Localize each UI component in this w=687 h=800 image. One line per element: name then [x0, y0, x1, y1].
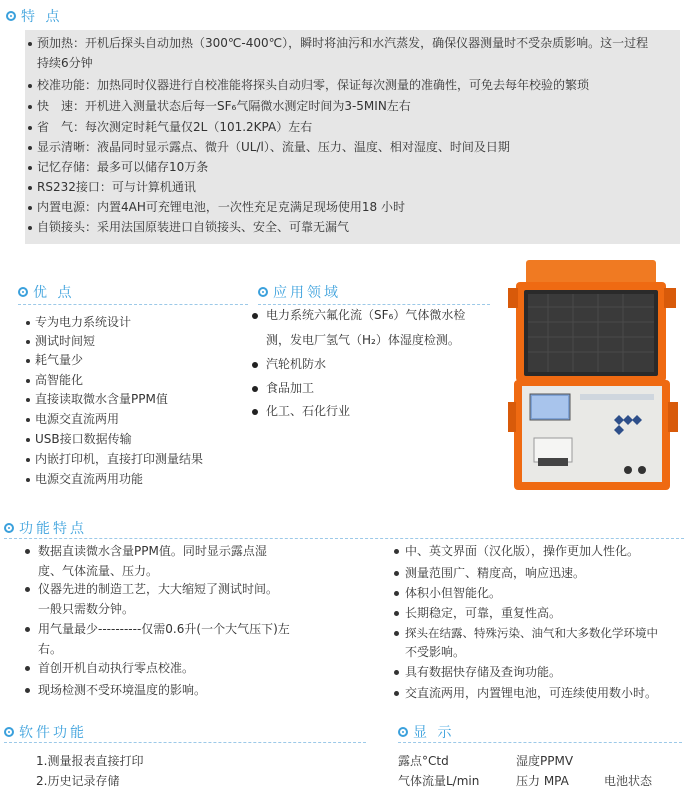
bullet-icon	[25, 549, 30, 554]
function-item: 体积小但智能化。	[405, 586, 502, 600]
bullet-icon	[26, 478, 30, 482]
advantage-item: 直接读取微水含量PPM值	[26, 390, 168, 408]
bullet-icon	[25, 666, 30, 671]
bullet-icon	[28, 42, 32, 46]
function-item-cont: 不受影响。	[405, 645, 466, 659]
bullet-icon	[394, 670, 399, 675]
software-header	[4, 722, 87, 742]
bullet-icon	[28, 126, 32, 130]
bullet-icon	[28, 105, 32, 109]
software-item: 2.历史记录存储	[36, 774, 120, 788]
bullet-icon	[394, 549, 399, 554]
feature-item: 预加热：开机后探头自动加热（300℃-400℃），瞬时将油污和水汽蒸发，确保仪器测量时不受杂质影响。这一过程	[28, 33, 648, 53]
bullet-icon	[26, 321, 30, 325]
section-bullet-icon	[18, 287, 28, 297]
application-item-cont: 测，发电厂氢气（H₂）体湿度检测。	[266, 333, 460, 347]
bullet-icon	[25, 688, 30, 693]
instrument-case-image	[508, 252, 680, 500]
bullet-icon	[25, 627, 30, 632]
application-item: 食品加工	[252, 378, 314, 398]
bullet-icon	[28, 166, 32, 170]
software-item: 1.测量报表直接打印	[36, 754, 144, 768]
function-item-cont: 度、气体流量、压力。	[38, 564, 159, 578]
divider	[4, 742, 366, 743]
advantages-title: 优 点	[33, 285, 75, 301]
applications-title: 应用领域	[273, 285, 341, 301]
bullet-icon	[28, 146, 32, 150]
function-item-cont: 一般只需数分钟。	[38, 602, 135, 616]
advantage-item: 电源交直流两用	[26, 410, 119, 428]
section-bullet-icon	[398, 727, 408, 737]
bullet-icon	[26, 379, 30, 383]
advantage-item: 测试时间短	[26, 332, 95, 350]
advantage-item: 高智能化	[26, 371, 83, 389]
section-bullet-icon	[6, 11, 16, 21]
bullet-icon	[28, 206, 32, 210]
functions-header	[4, 518, 87, 538]
advantage-item: 专为电力系统设计	[26, 313, 131, 331]
function-item: 用气量最少----------仅需0.6升(一个大气压下)左	[38, 622, 290, 636]
feature-item: 内置电源：内置4AH可充锂电池，一次性充足克满足现场使用18 小时	[28, 197, 405, 217]
bullet-icon	[26, 438, 30, 442]
function-item-cont: 右。	[38, 642, 63, 656]
bullet-icon	[28, 226, 32, 230]
application-item: 汽轮机防水	[252, 354, 326, 374]
bullet-icon	[252, 409, 258, 415]
feature-item: 快 速：开机进入测量状态后每一SF₆气隔微水测定时间为3-5MIN左右	[28, 96, 411, 116]
advantage-item: 耗气量少	[26, 351, 83, 369]
function-item: 测量范围广、精度高，响应迅速。	[405, 566, 586, 580]
feature-item-cont: 持续6分钟	[37, 56, 93, 70]
function-item: 探头在结露、特殊污染、油气和大多数化学环境中	[405, 626, 658, 640]
section-bullet-icon	[258, 287, 268, 297]
advantage-item: 电源交直流两用功能	[26, 470, 143, 488]
bullet-icon	[394, 571, 399, 576]
bullet-icon	[252, 386, 258, 392]
function-item: 现场检测不受环境温度的影响。	[38, 683, 207, 697]
display-item: 压力 MPA	[516, 774, 569, 788]
advantage-item: USB接口数据传输	[26, 430, 132, 448]
display-header	[398, 722, 454, 742]
features-header	[6, 6, 62, 26]
display-item: 气体流量L/min	[398, 774, 480, 788]
function-item: 仪器先进的制造工艺，大大缩短了测试时间。	[38, 582, 279, 596]
display-item: 露点°Ctd	[398, 754, 449, 768]
software-title: 软件功能	[19, 725, 87, 741]
function-item: 首创开机自动执行零点校准。	[38, 661, 195, 675]
function-item: 具有数据快存储及查询功能。	[405, 665, 562, 679]
bullet-icon	[252, 313, 258, 319]
feature-item: 自锁接头：采用法国原装进口自锁接头、安全、可靠无漏气	[28, 217, 349, 237]
bullet-icon	[26, 340, 30, 344]
features-title: 特 点	[21, 9, 63, 25]
bullet-icon	[394, 591, 399, 596]
feature-item: 省 气：每次测定时耗气量仅2L（101.2KPA）左右	[28, 117, 312, 137]
function-item: 长期稳定，可靠，重复性高。	[405, 606, 562, 620]
section-bullet-icon	[4, 727, 14, 737]
bullet-icon	[28, 186, 32, 190]
advantage-item: 内嵌打印机，直接打印测量结果	[26, 450, 203, 468]
bullet-icon	[26, 418, 30, 422]
applications-header	[258, 282, 341, 302]
application-item: 电力系统六氟化流（SF₆）气体微水检	[252, 305, 465, 325]
bullet-icon	[28, 84, 32, 88]
divider	[398, 742, 682, 743]
bullet-icon	[26, 458, 30, 462]
display-item: 湿度PPMV	[516, 754, 574, 768]
functions-title: 功能特点	[19, 521, 87, 537]
bullet-icon	[252, 362, 258, 368]
function-item: 交直流两用，内置锂电池，可连续使用数小时。	[405, 686, 658, 700]
bullet-icon	[26, 398, 30, 402]
advantages-header	[18, 282, 74, 302]
display-title: 显 示	[413, 725, 455, 741]
bullet-icon	[25, 587, 30, 592]
bullet-icon	[26, 359, 30, 363]
feature-item: 显示清晰：液晶同时显示露点、微升（UL/l）、流量、压力、温度、相对湿度、时间及日期	[28, 137, 510, 157]
function-item: 数据直读微水含量PPM值。同时显示露点湿	[38, 544, 267, 558]
divider	[4, 538, 684, 539]
bullet-icon	[394, 631, 399, 636]
bullet-icon	[394, 611, 399, 616]
application-item: 化工、石化行业	[252, 401, 350, 421]
feature-item: 记忆存储：最多可以储存10万条	[28, 157, 208, 177]
bullet-icon	[394, 691, 399, 696]
divider	[18, 304, 248, 305]
feature-item: RS232接口：可与计算机通讯	[28, 177, 196, 197]
section-bullet-icon	[4, 523, 14, 533]
display-item: 电池状态	[604, 774, 653, 788]
function-item: 中、英文界面（汉化版），操作更加人性化。	[405, 544, 640, 558]
feature-item: 校准功能：加热同时仪器进行自校准能将探头自动归零，保证每次测量的准确性，可免去每年校验的繁琐	[28, 75, 589, 95]
